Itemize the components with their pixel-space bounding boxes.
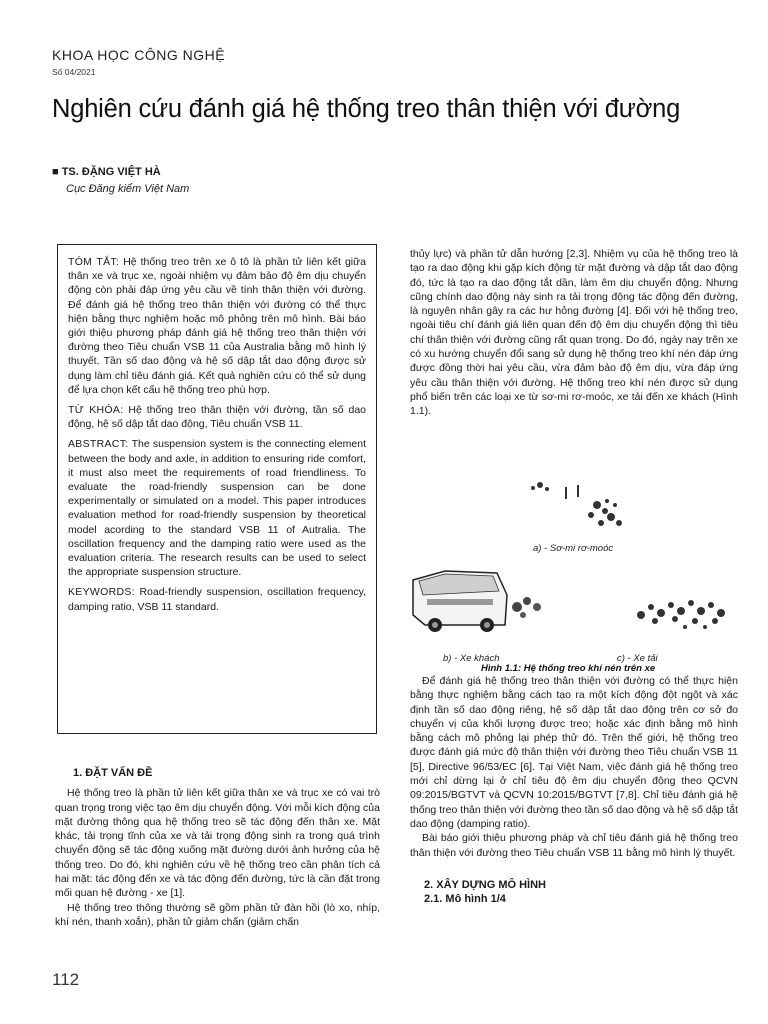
tukhoa-text: Hệ thống treo thân thiện với đường, tần số dao động, hệ số dập tắt dao động, Tiêu chuẩn VSB 11. [68,404,367,431]
bus-photo [413,571,541,632]
tukhoa-label: TỪ KHÓA: [68,404,124,417]
keywords-text: Road-friendly suspension, oscillation frequency, damping ratio, VSB 11 standard. [68,586,367,613]
issue-number: Số 04/2021 [52,67,96,77]
section-1-heading: 1. ĐẶT VẤN ĐỀ [73,767,153,779]
right-paragraph-1: thủy lực) và phần tử dẫn hướng [2,3]. Nhiệm vụ của hệ thống treo là tạo ra dao động khi gặp kích động từ mặt đường và dập tắt dao động đó, tức là tạo ra dao động tắt dần, làm êm dịu chuyển động. Nhưng cũng chính dao động này sinh ra tải trọng động tác động đến đường, là nguyên nhân gây ra các hư hỏng đường [4]. Đối với hệ thống treo, ngoài tiêu chí đánh giá liên quan đến độ êm dịu chuyển động thì tiêu chí thân thiện với đường cũng rất quan trọng. Do đó, ngày nay trên xe có xu hướng chuyển đổi sang sử dụng hệ thống treo khí nén đáp ứng được đồng thời hai yêu cầu, vừa đảm bảo độ êm dịu, vừa đáp ứng yêu cầu thân thiện với đường. Hệ thống treo khí nén được sử dụng phổ biến trên các loại xe từ sơ-mi rơ-moóc, xe tải đến xe khách (Hình 1.1). [410,248,738,418]
right-paragraph-3: Bài báo giới thiệu phương pháp và chỉ tiêu đánh giá hệ thống treo thân thiện với đường theo Tiêu chuẩn VSB 11 bằng mô hình lý thuyết. [410,832,738,859]
section-2-heading: 2. XÂY DỰNG MÔ HÌNH [424,878,546,891]
keywords-paragraph [68,585,366,613]
tukhoa-paragraph [68,403,366,431]
abstract-text: The suspension system is the connecting element between the body and axle, in addition to ensuring ride comfort, it must also meet the requirements of road friendliness. To evaluate the road-friendly suspension can be done experimentally or simulated on a model. This paper introduces evaluation method for road-friendly suspension by theoretical model acording to the standard VSB 11 of Autralia. The oscillation frequency and the damping ratio were used as the evaluation criteria. The research results can be used to select the appropriate suspension structure. [68,438,366,579]
bullet-square-icon: ■ [52,166,62,178]
author-name [52,166,161,178]
author-affiliation: Cục Đăng kiểm Việt Nam [66,183,190,195]
intro-paragraph-1: Hệ thống treo là phần tử liên kết giữa thân xe và trục xe có vai trò quan trọng trong việc tạo êm dịu chuyển động. Với mỗi kích động của mặt đường thông qua hệ thống treo sẽ tác động đến thân xe. Mặt khác, tải trọng tĩnh của xe và tải trọng động sinh ra trong quá trình chuyển động sẽ tác động xuống mặt đường dưới ảnh hưởng của hệ thống treo. Do đó, khi nghiên cứu về hệ thống treo cần phân tích cả hai mặt: tác động đến xe và tác động đến đường, tức là cần đặt trong mối quan hệ đường - xe [1]. [55,787,380,900]
tomtat-text: Hệ thống treo trên xe ô tô là phần tử liên kết giữa thân xe và trục xe, ngoài nhiệm vụ đảm bảo độ êm dịu chuyển động còn phải đáp ứng yêu cầu về tính thân thiện với đường. Để đánh giá hệ thống treo thân thiện với đường có thể thực hiện bằng thực nghiệm hoặc mô phỏng trên mô hình. Bài báo giới thiệu phương pháp đánh giá hệ thống treo thân thiện với đường theo Tiêu chuẩn VSB 11 của Australia bằng mô hình lý thuyết. Tần số dao động và hệ số dập tắt dao động được sử dụng làm chỉ tiêu đánh giá. Kết quả nghiên cứu có thể sử dụng để lựa chọn kết cấu hệ thống treo phù hợp. [68,256,366,396]
page-number: 112 [52,970,80,989]
right-column-bottom [410,674,738,906]
intro-paragraph-2: Hệ thống treo thông thường sẽ gồm phần tử đàn hồi (lò xo, nhíp, khí nén, thanh xoắn), phần tử giảm chấn (giảm chấn [55,901,380,928]
keywords-label: KEYWORDS: [68,586,135,599]
fig-b-label: b) - Xe khách [443,653,500,664]
tomtat-paragraph [68,255,366,397]
abstract-paragraph [68,437,366,579]
article-title: Nghiên cứu đánh giá hệ thống treo thân thiện với đường [52,95,681,123]
suspension-photos-illustration [405,475,735,673]
fig-a-label: a) - Sơ-mi rơ-moóc [533,543,614,554]
right-paragraph-2: Để đánh giá hệ thống treo thân thiện với đường có thể thực hiện bằng thực nghiệm bằng cách tạo ra một kích động đột ngột và xác định tần số dao động riêng, hệ số dập tắt dao động trên cơ sở đo chuyển vị của khối lượng được treo; hoặc xác định bằng mô hình bằng cách mô phỏng lại phép thử đó. Trên thế giới, hệ thống treo được đánh giá mức độ thân thiện với đường theo Tiêu chuẩn VSB 11 [5], Directive 96/53/EC [6]. Tại Việt Nam, việc đánh giá hệ thống treo mới chỉ dừng lại ở chỉ tiêu độ êm dịu chuyển động theo QCVN 09:2015/BGTVT và QCVN 10:2015/BGTVT [7,8]. Chỉ tiêu đánh giá hệ thống treo thân thiện với đường theo tần số dao động và hệ số dập tắt dao động (damping ratio). [410,675,738,830]
abstract-label: ABSTRACT: [68,438,129,451]
abstract-box [57,244,377,734]
author-name-text: TS. ĐẶNG VIỆT HÀ [61,166,161,178]
semi-trailer-photo [531,482,622,526]
right-column-top [410,247,738,419]
section-2-1-heading: 2.1. Mô hình 1/4 [424,893,506,906]
truck-photo [637,600,725,629]
left-column-body [55,766,380,929]
tomtat-label: TÓM TẮT: [68,256,120,268]
figure-1-1 [405,475,735,673]
journal-section-label: KHOA HỌC CÔNG NGHỆ [52,47,226,63]
fig-caption: Hình 1.1: Hệ thống treo khí nén trên xe [481,663,656,673]
fig-c-label: c) - Xe tải [617,653,658,664]
